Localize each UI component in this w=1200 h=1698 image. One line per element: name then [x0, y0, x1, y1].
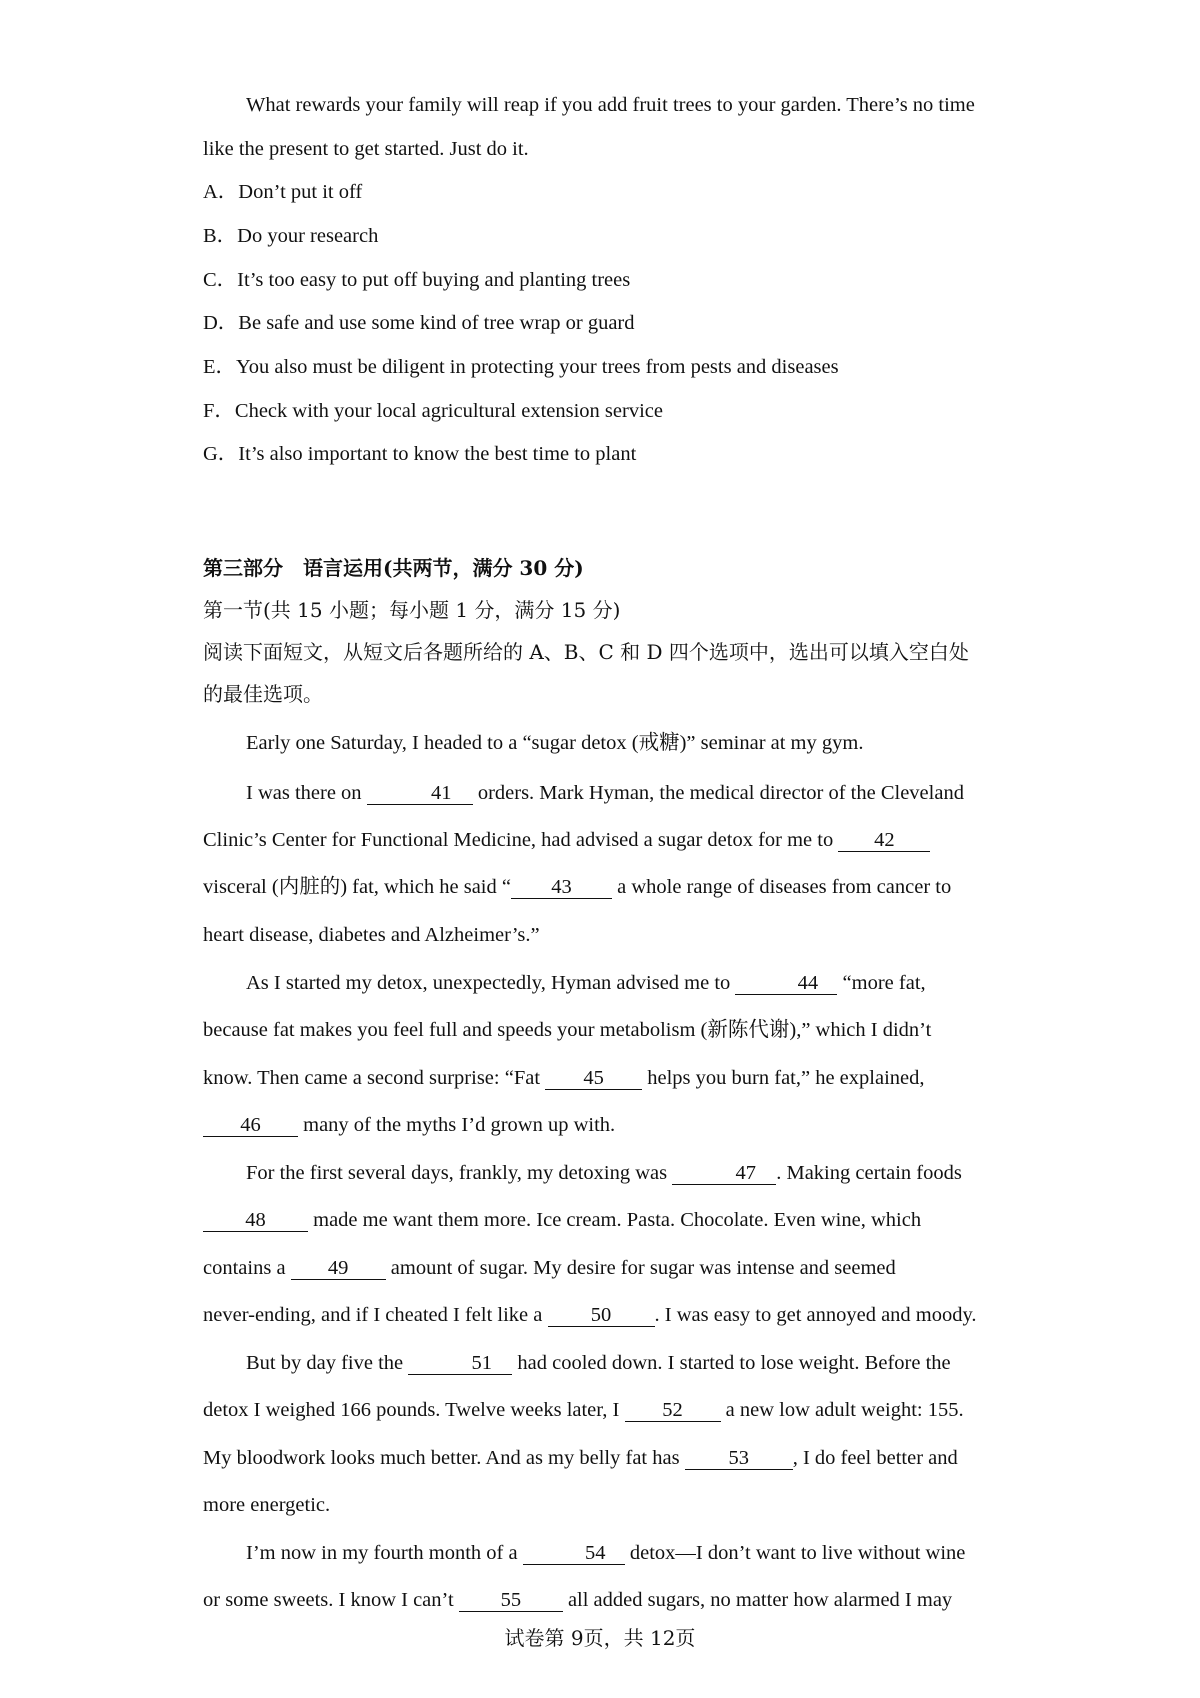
blank-54: 54 — [523, 1542, 625, 1565]
story-line: more energetic. — [203, 1494, 331, 1516]
blank-55: 55 — [459, 1589, 563, 1612]
story-line: never-ending, and if I cheated I felt like a 50 . I was easy to get annoyed and moody. — [203, 1304, 977, 1326]
section-subtitle: 第一节(共 15 小题；每小题 1 分，满分 15 分) — [203, 598, 621, 622]
page-footer: 试卷第 9页，共 12页 — [504, 1626, 696, 1650]
blank-42: 42 — [838, 829, 930, 852]
option-d: D．Be safe and use some kind of tree wrap or guard — [203, 312, 635, 334]
option-g: G．It’s also important to know the best time to plant — [203, 443, 637, 465]
blank-45: 45 — [545, 1067, 642, 1090]
option-e: E．You also must be diligent in protecting your trees from pests and diseases — [203, 356, 839, 378]
story-line: Clinic’s Center for Functional Medicine, had advised a sugar detox for me to 42 — [203, 817, 1003, 865]
section-instruction: 的最佳选项。 — [203, 682, 323, 706]
section-instruction: 阅读下面短文，从短文后各题所给的 A、B、C 和 D 四个选项中，选出可以填入空白处 — [203, 640, 969, 664]
story-line: or some sweets. I know I can’t 55 all added sugars, no matter how alarmed I may — [203, 1589, 953, 1611]
blank-53: 53 — [685, 1447, 793, 1470]
option-b: B．Do your research — [203, 225, 379, 247]
blank-49: 49 — [291, 1257, 386, 1280]
blank-52: 52 — [625, 1399, 721, 1422]
blank-50: 50 — [548, 1304, 655, 1327]
story-line: 46 many of the myths I’d grown up with. — [203, 1102, 1003, 1150]
story-line: My bloodwork looks much better. And as my belly fat has 53 , I do feel better and — [203, 1447, 958, 1469]
section-title: 第三部分 语言运用(共两节，满分 30 分) — [203, 556, 584, 580]
story-line: detox I weighed 166 pounds. Twelve weeks later, I 52 a new low adult weight: 155. — [203, 1399, 964, 1421]
story-line: For the first several days, frankly, my detoxing was 47 . Making certain foods — [246, 1162, 962, 1184]
story-line: But by day five the 51 had cooled down. I started to lose weight. Before the — [246, 1352, 951, 1374]
story-line: I’m now in my fourth month of a 54 detox—I don’t want to live without wine — [246, 1542, 966, 1564]
passage-line: What rewards your family will reap if you add fruit trees to your garden. There’s no time — [246, 94, 975, 116]
option-f: F．Check with your local agricultural extension service — [203, 400, 663, 422]
blank-41: 41 — [367, 782, 473, 805]
story-line: because fat makes you feel full and speeds your metabolism (新陈代谢),” which I didn’t — [203, 1019, 932, 1041]
story-line: visceral (内脏的) fat, which he said “ 43 a whole range of diseases from cancer to — [203, 876, 952, 898]
blank-48: 48 — [203, 1209, 308, 1232]
story-line: I was there on 41 orders. Mark Hyman, the medical director of the Cleveland — [246, 782, 964, 804]
story-line: As I started my detox, unexpectedly, Hyman advised me to 44 “more fat, — [246, 972, 926, 994]
story-line: contains a 49 amount of sugar. My desire for sugar was intense and seemed — [203, 1257, 896, 1279]
story-line: know. Then came a second surprise: “Fat 45 helps you burn fat,” he explained, — [203, 1067, 925, 1089]
story-line: Early one Saturday, I headed to a “sugar detox (戒糖)” seminar at my gym. — [246, 732, 864, 754]
option-c: C．It’s too easy to put off buying and planting trees — [203, 269, 631, 291]
option-a: A．Don’t put it off — [203, 181, 363, 203]
story-line: 48 made me want them more. Ice cream. Pasta. Chocolate. Even wine, which — [203, 1197, 1003, 1245]
blank-51: 51 — [408, 1352, 512, 1375]
story-line: heart disease, diabetes and Alzheimer’s.” — [203, 924, 540, 946]
blank-47: 47 — [672, 1162, 776, 1185]
blank-43: 43 — [511, 876, 612, 899]
passage-line: like the present to get started. Just do it. — [203, 138, 529, 160]
blank-46: 46 — [203, 1114, 298, 1137]
blank-44: 44 — [735, 972, 837, 995]
